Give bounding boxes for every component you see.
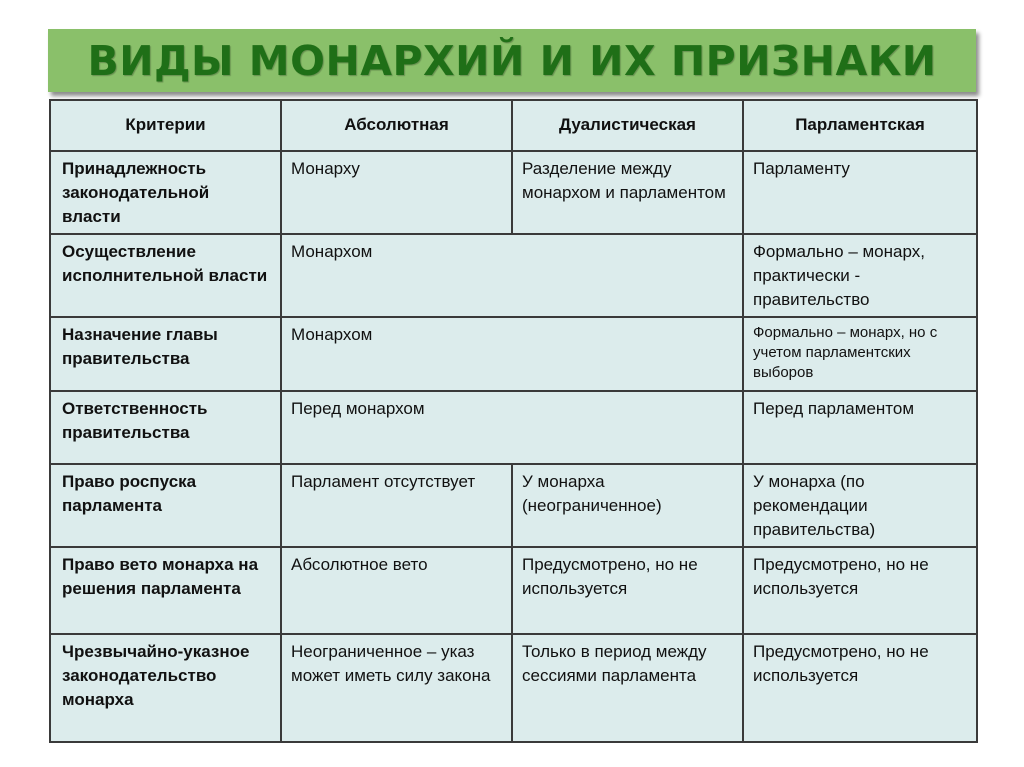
column-header-criteria: Критерии: [50, 100, 281, 151]
absolute-cell: Абсолютное вето: [281, 547, 512, 634]
parliamentary-cell: Предусмотрено, но не используется: [743, 547, 977, 634]
table-row: [50, 391, 977, 464]
title-banner: [48, 29, 976, 92]
criterion-cell: Чрезвычайно-указное законодательство монарха: [50, 634, 281, 742]
absolute-dualistic-cell: Монархом: [281, 317, 743, 391]
monarchy-types-table: [49, 99, 978, 743]
criterion-cell: Осуществление исполнительной власти: [50, 234, 281, 317]
page-title: ВИДЫ МОНАРХИЙ И ИХ ПРИЗНАКИ: [87, 36, 937, 85]
absolute-cell: Неограниченное – указ может иметь силу закона: [281, 634, 512, 742]
table-row: [50, 151, 977, 234]
table-header-row: [50, 100, 977, 151]
absolute-dualistic-cell: Перед монархом: [281, 391, 743, 464]
column-header-absolute: Абсолютная: [281, 100, 512, 151]
absolute-dualistic-cell: Монархом: [281, 234, 743, 317]
criterion-cell: Право роспуска парламента: [50, 464, 281, 547]
parliamentary-cell: Формально – монарх, практически - правительство: [743, 234, 977, 317]
table-row: [50, 464, 977, 547]
parliamentary-cell: Парламенту: [743, 151, 977, 234]
table-row: [50, 234, 977, 317]
parliamentary-cell: Формально – монарх, но с учетом парламентских выборов: [743, 317, 977, 391]
dualistic-cell: Предусмотрено, но не используется: [512, 547, 743, 634]
absolute-cell: Парламент отсутствует: [281, 464, 512, 547]
table-row: [50, 634, 977, 742]
dualistic-cell: Только в период между сессиями парламента: [512, 634, 743, 742]
absolute-cell: Монарху: [281, 151, 512, 234]
criterion-cell: Право вето монарха на решения парламента: [50, 547, 281, 634]
parliamentary-cell: Предусмотрено, но не используется: [743, 634, 977, 742]
dualistic-cell: Разделение между монархом и парламентом: [512, 151, 743, 234]
parliamentary-cell: У монарха (по рекомендации правительства): [743, 464, 977, 547]
dualistic-cell: У монарха (неограниченное): [512, 464, 743, 547]
criterion-cell: Ответственность правительства: [50, 391, 281, 464]
column-header-parliamentary: Парламентская: [743, 100, 977, 151]
column-header-dualistic: Дуалистическая: [512, 100, 743, 151]
table-row: [50, 547, 977, 634]
criterion-cell: Принадлежность законодательной власти: [50, 151, 281, 234]
criterion-cell: Назначение главы правительства: [50, 317, 281, 391]
parliamentary-cell: Перед парламентом: [743, 391, 977, 464]
table-row: [50, 317, 977, 391]
